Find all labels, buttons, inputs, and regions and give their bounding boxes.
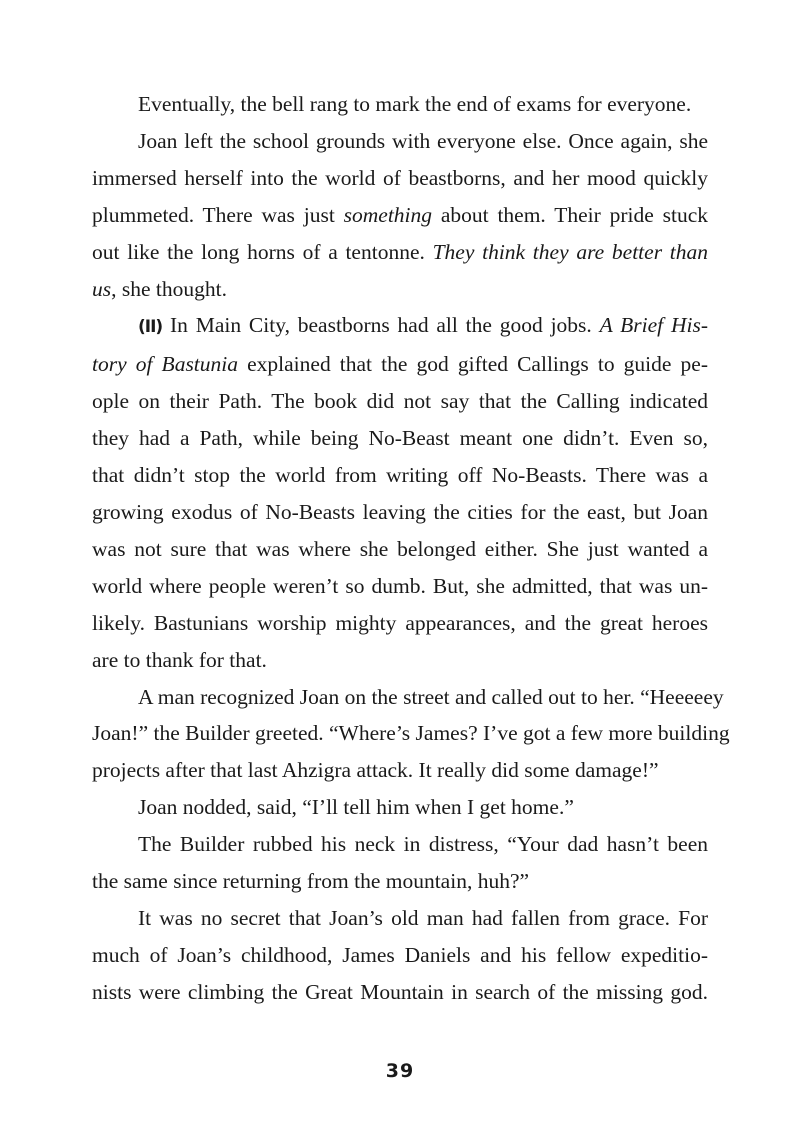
text-run: the same since returning from the mountain, huh?”	[92, 869, 530, 894]
text-line	[92, 974, 708, 1011]
text-run: world where people weren’t so dumb. But, she admitted, that was un-	[92, 573, 708, 598]
text-line	[92, 531, 708, 568]
body-text	[92, 86, 730, 1011]
text-run: The Builder rubbed his neck in distress, “Your dad hasn’t been	[138, 832, 708, 857]
text-run: Joan!” the Builder greeted. “Where’s James? I’ve got a few more building	[92, 721, 730, 746]
text-run: nists were climbing the Great Mountain in search of the missing god.	[92, 979, 708, 1004]
text-line	[92, 642, 708, 679]
text-line	[92, 863, 708, 900]
text-line	[92, 86, 708, 123]
text-run: are to thank for that.	[92, 647, 267, 672]
text-run: Joan nodded, said, “I’ll tell him when I get home.”	[138, 795, 574, 820]
text-run: A man recognized Joan on the street and called out to her. “Heeeeey	[138, 684, 724, 709]
text-line	[92, 937, 708, 974]
text-run: likely. Bastunians worship mighty appearances, and the great heroes	[92, 610, 708, 635]
text-line	[92, 900, 708, 937]
text-run: about them. Their pride stuck	[432, 202, 708, 227]
text-line	[92, 605, 708, 642]
text-run: immersed herself into the world of beastborns, and her mood quickly	[92, 165, 708, 190]
italic-text: They think they are better than	[432, 239, 709, 264]
text-line	[92, 789, 708, 826]
text-run: projects after that last Ahzigra attack. It really did some damage!”	[92, 758, 659, 783]
text-line	[92, 752, 708, 789]
text-run: growing exodus of No-Beasts leaving the cities for the east, but Joan	[92, 499, 708, 524]
text-run: In Main City, beastborns had all the good jobs.	[162, 313, 600, 338]
text-run: that didn’t stop the world from writing off No-Beasts. There was a	[92, 463, 708, 488]
text-line	[92, 457, 708, 494]
text-run: plummeted. There was just	[92, 202, 344, 227]
text-line	[92, 346, 708, 383]
text-run: Joan left the school grounds with everyone else. Once again, she	[138, 128, 708, 153]
text-line	[92, 271, 708, 308]
text-run: out like the long horns of a tentonne.	[92, 239, 433, 264]
text-run: explained that the god gifted Callings to guide pe-	[238, 352, 709, 377]
text-line	[92, 494, 708, 531]
text-line	[92, 123, 708, 160]
text-run: ople on their Path. The book did not say that the Calling indicated	[92, 389, 708, 414]
text-line	[92, 715, 730, 752]
text-line	[92, 826, 708, 863]
text-line	[92, 679, 724, 716]
italic-text: us	[92, 276, 112, 301]
italic-text: A Brief His-	[599, 313, 708, 338]
text-line	[92, 307, 708, 346]
text-run: , she thought.	[111, 276, 227, 301]
text-run: much of Joan’s childhood, James Daniels and his fellow expeditio-	[92, 942, 708, 967]
text-line	[92, 568, 708, 605]
text-run: Eventually, the bell rang to mark the end of exams for everyone.	[138, 92, 692, 116]
text-line	[92, 383, 708, 420]
text-run: they had a Path, while being No-Beast meant one didn’t. Even so,	[92, 426, 708, 451]
page-number: 39	[385, 1060, 415, 1082]
text-run: It was no secret that Joan’s old man had fallen from grace. For	[138, 905, 708, 930]
text-line	[92, 197, 708, 234]
italic-text: something	[343, 202, 433, 227]
text-line	[92, 420, 708, 457]
section-marker: (II)	[138, 317, 163, 338]
text-run: was not sure that was where she belonged either. She just wanted a	[92, 536, 708, 561]
italic-text: tory of Bastunia	[92, 352, 239, 377]
text-line	[92, 160, 708, 197]
text-line	[92, 234, 708, 271]
